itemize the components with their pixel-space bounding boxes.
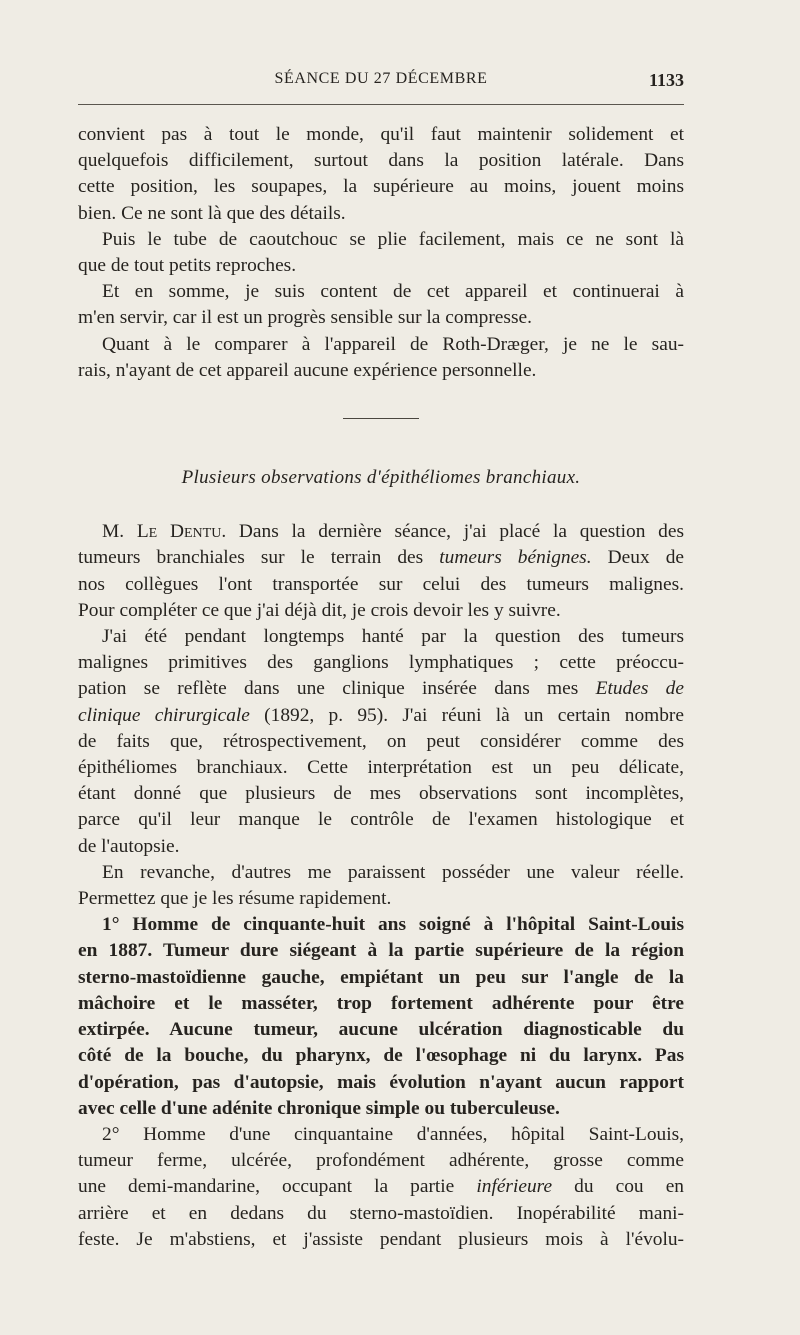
- page-number: 1133: [648, 70, 684, 90]
- text-span: du cou en: [552, 1176, 684, 1198]
- text-line: [78, 938, 684, 964]
- text-line: quelquefois difficilement, surtout dans la position latérale. Dans: [78, 150, 684, 172]
- speaker-name-le: Le: [136, 521, 158, 543]
- text-line: [78, 1174, 684, 1200]
- text-line: cette position, les soupapes, la supérieure au moins, jouent moins: [78, 176, 684, 198]
- text-line: m'en servir, car il est un progrès sensible sur la compresse.: [78, 307, 532, 329]
- text-line: Et en somme, je suis content de cet appareil et continuerai à: [102, 281, 684, 303]
- text-line: [78, 676, 684, 702]
- text-line: étant donné que plusieurs de mes observations sont incomplètes,: [78, 783, 684, 805]
- text-line: En revanche, d'autres me paraissent posséder une valeur réelle.: [102, 861, 684, 883]
- text-line: [78, 1096, 684, 1122]
- text-line: [78, 1043, 684, 1069]
- bold-line: avec celle d'une adénite chronique simple ou tuberculeuse.: [78, 1097, 560, 1119]
- text-line: nos collègues l'ont transportée sur celui des tumeurs malignes.: [78, 573, 684, 595]
- bold-line: 1° Homme de cinquante-huit ans soigné à l'hôpital Saint-Louis: [102, 914, 684, 936]
- section-separator: [343, 418, 419, 419]
- header-title: SÉANCE DU 27 DÉCEMBRE: [274, 70, 488, 87]
- text-line: bien. Ce ne sont là que des détails.: [78, 202, 346, 224]
- text-line: Pour compléter ce que j'ai déjà dit, je crois devoir les y suivre.: [78, 599, 561, 621]
- italic-phrase: inférieure: [476, 1176, 553, 1198]
- text-line: [78, 1070, 684, 1096]
- page-body: [78, 122, 684, 1253]
- text-line: convient pas à tout le monde, qu'il faut maintenir solidement et: [78, 124, 684, 145]
- text-span: (1892, p. 95). J'ai réuni là un certain nombre: [249, 704, 684, 726]
- header-rule: [78, 104, 684, 105]
- text-line: arrière et en dedans du sterno-mastoïdien. Inopérabilité mani-: [78, 1202, 684, 1224]
- bold-line: mâchoire et le masséter, trop fortement adhérente pour être: [78, 992, 684, 1014]
- text-span: Deux de: [591, 547, 685, 569]
- text-line: de l'autopsie.: [78, 835, 180, 857]
- text-span: une demi-mandarine, occupant la partie: [78, 1176, 477, 1198]
- running-header: [78, 70, 684, 96]
- section-title: Plusieurs observations d'épithéliomes branchiaux.: [181, 467, 581, 489]
- text-line: Quant à le comparer à l'appareil de Roth-Dræger, je ne le sau-: [102, 333, 684, 355]
- speaker-name-dentu: Dentu: [169, 521, 222, 543]
- text-line: [78, 545, 684, 571]
- text-line: [78, 519, 684, 545]
- text-span: . Dans la dernière séance, j'ai placé la question des: [221, 521, 684, 543]
- text-line: [78, 912, 684, 938]
- bold-line: en 1887. Tumeur dure siégeant à la partie supérieure de la région: [78, 940, 684, 962]
- text-line: épithéliomes branchiaux. Cette interprétation est un peu délicate,: [78, 757, 684, 779]
- text-line: Permettez que je les résume rapidement.: [78, 888, 392, 910]
- speaker-prefix: M.: [102, 521, 137, 543]
- text-line: [78, 991, 684, 1017]
- text-line: parce qu'il leur manque le contrôle de l'examen histologique et: [78, 809, 684, 831]
- text-line: [78, 965, 684, 991]
- text-span: pation se reflète dans une clinique insérée dans mes: [78, 678, 596, 700]
- italic-phrase: clinique chirurgicale: [78, 704, 250, 726]
- text-line: rais, n'ayant de cet appareil aucune expérience personnelle.: [78, 359, 537, 381]
- text-line: [78, 1017, 684, 1043]
- text-line: [78, 703, 684, 729]
- italic-phrase: tumeurs bénignes.: [439, 547, 592, 569]
- text-line: malignes primitives des ganglions lymphatiques ; cette préoccu-: [78, 652, 684, 674]
- bold-line: d'opération, pas d'autopsie, mais évolution n'ayant aucun rapport: [78, 1071, 684, 1093]
- text-line: Puis le tube de caoutchouc se plie facilement, mais ce ne sont là: [102, 228, 684, 250]
- bold-line: extirpée. Aucune tumeur, aucune ulcération diagnosticable du: [78, 1019, 684, 1041]
- bold-line: côté de la bouche, du pharynx, de l'œsophage ni du larynx. Pas: [78, 1045, 684, 1067]
- text-line: que de tout petits reproches.: [78, 255, 297, 277]
- text-line: tumeur ferme, ulcérée, profondément adhérente, grosse comme: [78, 1150, 684, 1172]
- italic-phrase: Etudes de: [595, 678, 684, 700]
- text-span: tumeurs branchiales sur le terrain des: [78, 547, 440, 569]
- text-line: 2° Homme d'une cinquantaine d'années, hôpital Saint-Louis,: [102, 1123, 684, 1145]
- text-line: de faits que, rétrospectivement, on peut considérer comme des: [78, 730, 684, 752]
- text-line: J'ai été pendant longtemps hanté par la question des tumeurs: [102, 626, 684, 648]
- text-line: feste. Je m'abstiens, et j'assiste pendant plusieurs mois à l'évolu-: [78, 1228, 684, 1250]
- bold-line: sterno-mastoïdienne gauche, empiétant un peu sur l'angle de la: [78, 966, 684, 988]
